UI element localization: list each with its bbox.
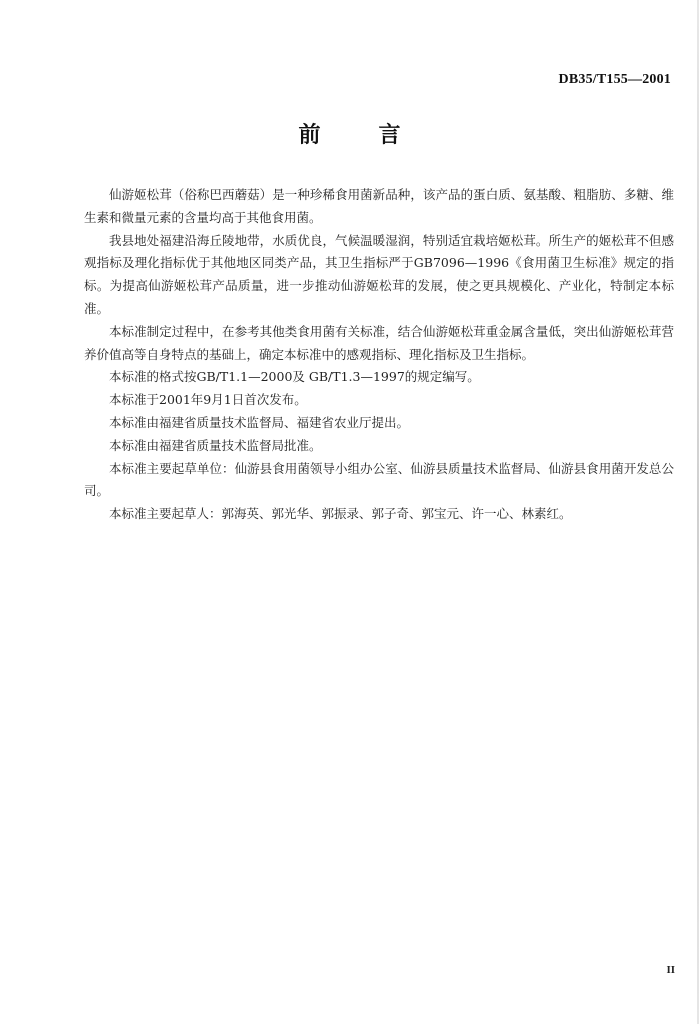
paragraph: 本标准于2001年9月1日首次发布。	[109, 392, 307, 408]
paragraph: 本标准制定过程中，在参考其他类食用菌有关标准，结合仙游姬松茸重金属含量低，突出仙游姬松茸营养价值高等自身特点的基础上，确定本标准中的感观指标、理化指标及卫生指标。	[84, 323, 674, 362]
paragraph: 本标准主要起草单位：仙游县食用菌领导小组办公室、仙游县质量技术监督局、仙游县食用菌开发总公司。	[84, 460, 674, 499]
paragraph: 我县地处福建沿海丘陵地带，水质优良，气候温暖湿润，特别适宜栽培姬松茸。所生产的姬松茸不但感观指标及理化指标优于其他地区同类产品，其卫生指标严于GB7096—1996《食用菌卫生标准》规定的指标。为提高仙游姬松茸产品质量，进一步推动仙游姬松茸的发展，使之更具规模化、产业化，特制定本标准。	[84, 232, 674, 316]
page-title: 前言	[298, 122, 459, 148]
standard-code: DB35/T155—2001	[558, 72, 671, 87]
paragraph: 本标准由福建省质量技术监督局、福建省农业厅提出。	[109, 414, 410, 430]
paragraph: 本标准主要起草人：郭海英、郭光华、郭振录、郭子奇、郭宝元、许一心、林素红。	[109, 506, 572, 522]
preface-body	[84, 184, 674, 526]
paragraph: 仙游姬松茸（俗称巴西蘑菇）是一种珍稀食用菌新品种，该产品的蛋白质、氨基酸、粗脂肪、多糖、维生素和微量元素的含量均高于其他食用菌。	[84, 187, 674, 225]
paragraph: 本标准由福建省质量技术监督局批准。	[109, 437, 322, 453]
paragraph: 本标准的格式按GB/T1.1—2000及 GB/T1.3—1997的规定编写。	[109, 369, 480, 385]
page-number: II	[666, 964, 675, 976]
